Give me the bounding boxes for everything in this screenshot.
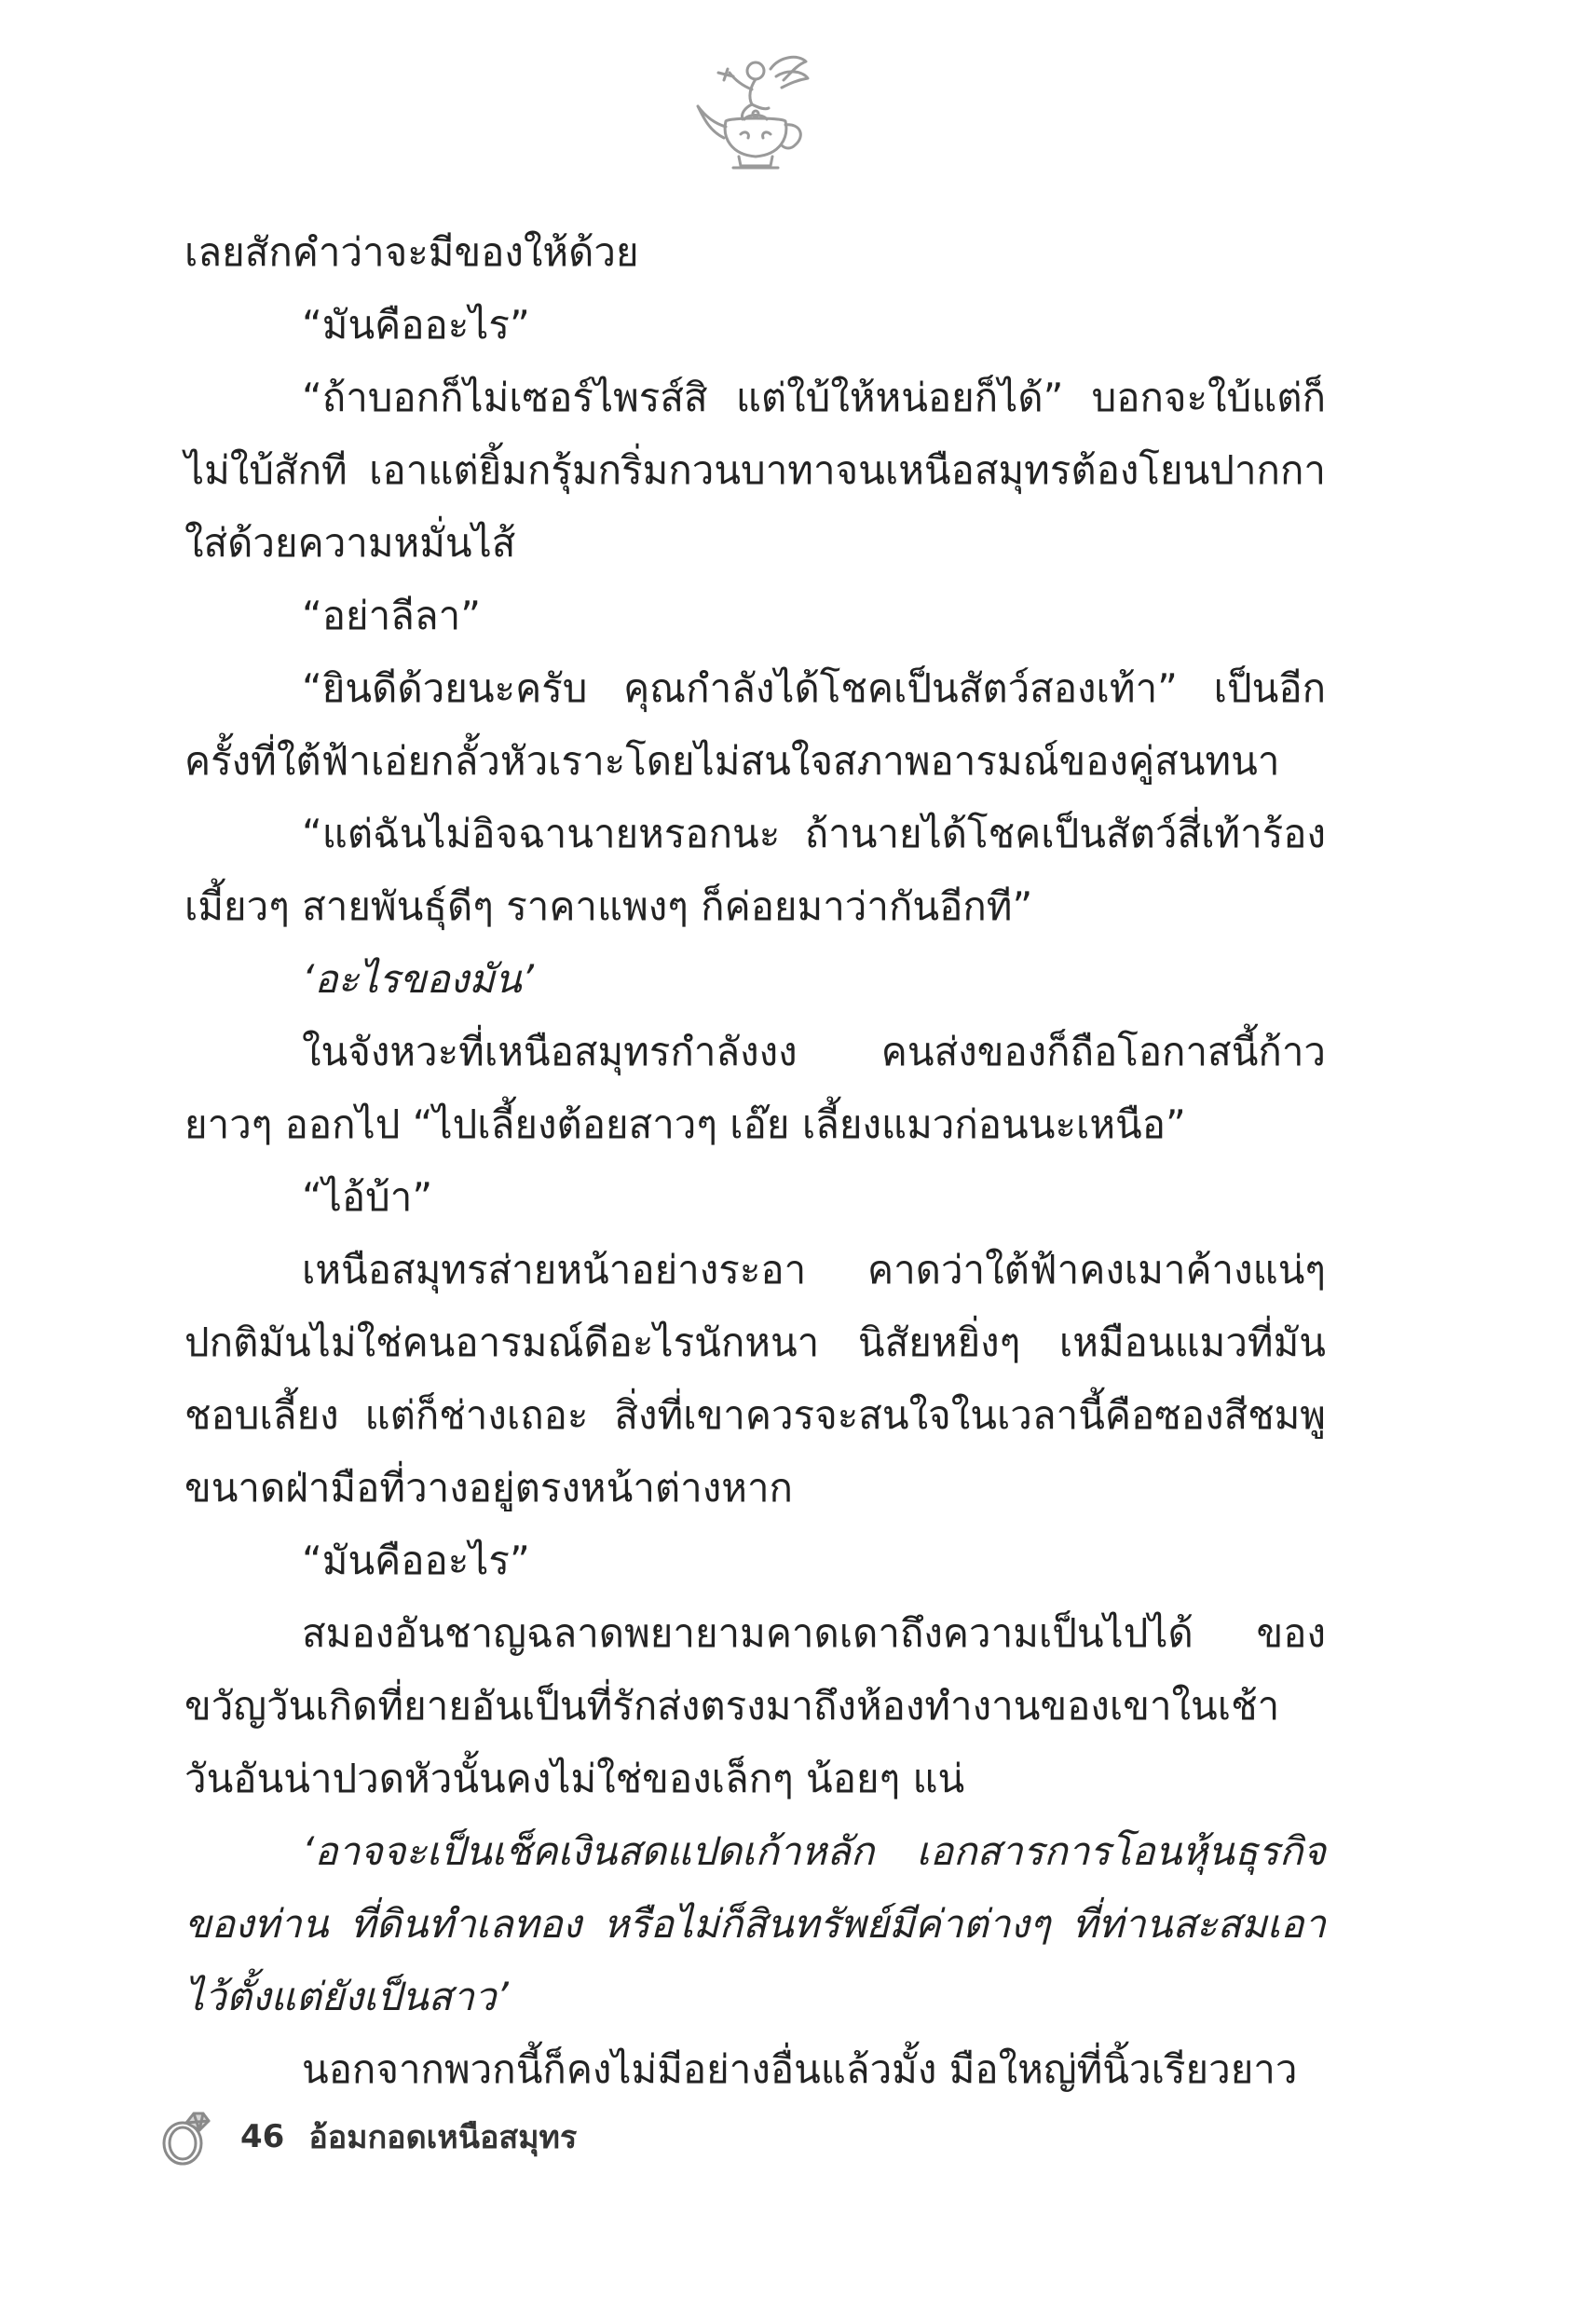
paragraph: สมองอันชาญฉลาดพยายามคาดเดาถึงความเป็นไปได้ ของขวัญวันเกิดที่ยายอันเป็นที่รักส่งตรงมาถึงห้องทำงานของเขาในเช้าวันอันน่าปวดหัวนั้นคงไม่ใช่ของเล็กๆ น้อยๆ แน่	[184, 1610, 1326, 1801]
paragraph: “มันคืออะไร”	[302, 1538, 530, 1583]
paragraph: “ไอ้บ้า”	[302, 1174, 433, 1220]
paragraph: “แต่ฉันไม่อิจฉานายหรอกนะ ถ้านายได้โชคเป็นสัตว์สี่เท้าร้องเมี้ยวๆ สายพันธุ์ดีๆ ราคาแพงๆ ก็ค่อยมาว่ากันอีกที”	[184, 811, 1326, 929]
paragraph: ‘อะไรของมัน’	[302, 956, 535, 1002]
paragraph: “อย่าลีลา”	[302, 593, 481, 638]
diamond-ring-icon	[158, 2106, 212, 2167]
cupid-teapot-icon	[690, 52, 821, 173]
paragraph: “ถ้าบอกก็ไม่เซอร์ไพรส์สิ แต่ใบ้ให้หน่อยก็ได้” บอกจะใบ้แต่ก็ไม่ใบ้สักที เอาแต่ยิ้มกรุ้มกริ่มกวนบาทาจนเหนือสมุทรต้องโยนปากกาใส่ด้วยความหมั่นไส้	[184, 375, 1326, 566]
body-text	[184, 216, 1326, 2106]
paragraph: ในจังหวะที่เหนือสมุทรกำลังงง คนส่งของก็ถือโอกาสนี้ก้าวยาวๆ ออกไป “ไปเลี้ยงต้อยสาวๆ เอ๊ย เลี้ยงแมวก่อนนะเหนือ”	[184, 1029, 1326, 1147]
book-title: อ้อมกอดเหนือสมุทร	[308, 2119, 578, 2156]
paragraph: เลยสักคำว่าจะมีของให้ด้วย	[184, 229, 639, 275]
paragraph: “ยินดีด้วยนะครับ คุณกำลังได้โชคเป็นสัตว์สองเท้า” เป็นอีกครั้งที่ใต้ฟ้าเอ่ยกลั้วหัวเราะโดยไม่สนใจสภาพอารมณ์ของคู่สนทนา	[184, 665, 1326, 784]
paragraph: ‘อาจจะเป็นเช็คเงินสดแปดเก้าหลัก เอกสารการโอนหุ้นธุรกิจของท่าน ที่ดินทำเลทอง หรือไม่ก็สินทรัพย์มีค่าต่างๆ ที่ท่านสะสมเอาไว้ตั้งแต่ยังเป็นสาว’	[184, 1828, 1326, 2019]
page-footer	[158, 2104, 577, 2169]
paragraph: นอกจากพวกนี้ก็คงไม่มีอย่างอื่นแล้วมั้ง มือใหญ่ที่นิ้วเรียวยาว	[302, 2046, 1298, 2092]
paragraph: “มันคืออะไร”	[302, 302, 530, 348]
page-number: 46	[240, 2118, 285, 2155]
paragraph: เหนือสมุทรส่ายหน้าอย่างระอา คาดว่าใต้ฟ้าคงเมาค้างแน่ๆ ปกติมันไม่ใช่คนอารมณ์ดีอะไรนักหนา นิสัยหยิ่งๆ เหมือนแมวที่มันชอบเลี้ยง แต่ก็ช่างเถอะ สิ่งที่เขาควรจะสนใจในเวลานี้คือซองสีชมพูขนาดฝ่ามือที่วางอยู่ตรงหน้าต่างหาก	[184, 1247, 1326, 1511]
